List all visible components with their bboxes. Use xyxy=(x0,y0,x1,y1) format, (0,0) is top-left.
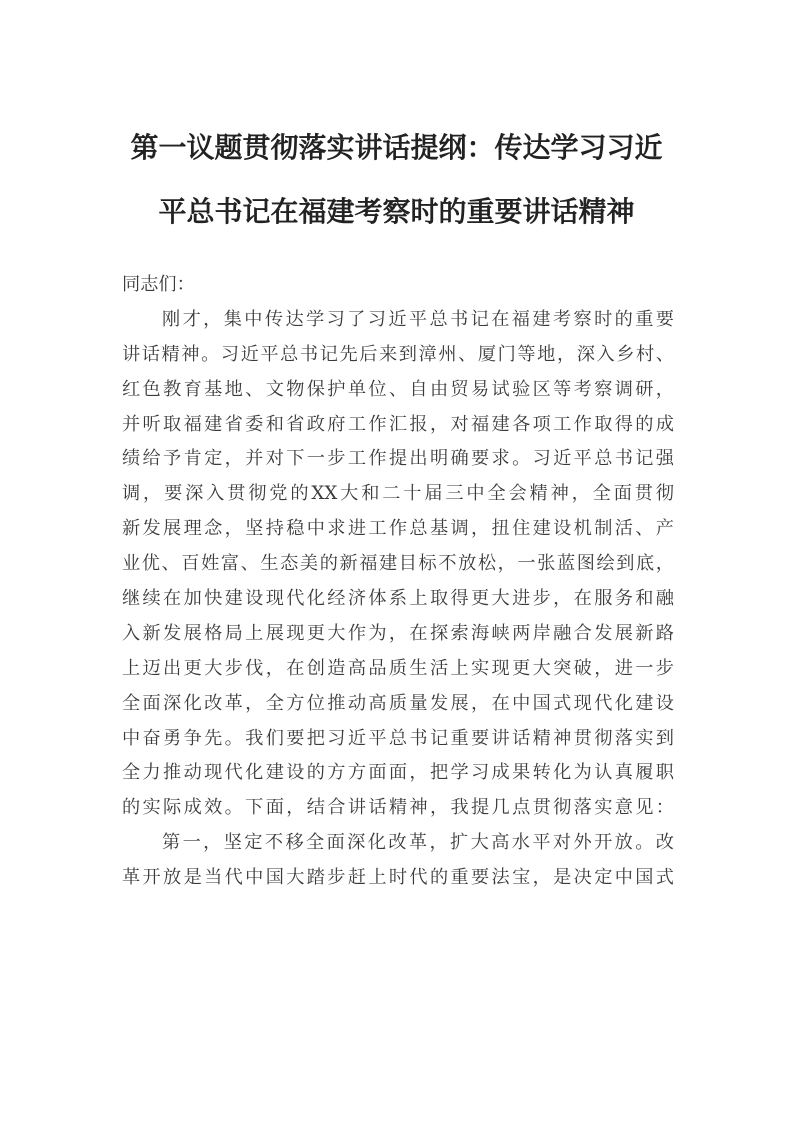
paragraph-line: 新发展理念，坚持稳中求进工作总基调，扭住建设机制活、产 xyxy=(122,518,674,540)
paragraph-line: 革开放是当代中国大踏步赶上时代的重要法宝，是决定中国式 xyxy=(122,867,674,889)
paragraph-1 xyxy=(122,303,674,826)
paragraph-line: 的实际成效。下面，结合讲话精神，我提几点贯彻落实意见： xyxy=(122,797,674,819)
paragraph-line: 中奋勇争先。我们要把习近平总书记重要讲话精神贯彻落实到 xyxy=(122,727,674,749)
paragraph-line: 入新发展格局上展现更大作为，在探索海峡两岸融合发展新路 xyxy=(122,622,674,644)
paragraph-2 xyxy=(122,826,674,896)
paragraph-line: 全面深化改革，全方位推动高质量发展，在中国式现代化建设 xyxy=(122,692,674,714)
paragraph-line: 红色教育基地、文物保护单位、自由贸易试验区等考察调研， xyxy=(122,378,674,400)
paragraph-line: 绩给予肯定，并对下一步工作提出明确要求。习近平总书记强 xyxy=(122,448,674,470)
document-title xyxy=(100,116,693,244)
paragraph-line: 上迈出更大步伐，在创造高品质生活上实现更大突破，进一步 xyxy=(122,657,674,679)
paragraph-line: 全力推动现代化建设的方方面面，把学习成果转化为认真履职 xyxy=(122,762,674,784)
paragraph-line: 刚才，集中传达学习了习近平总书记在福建考察时的重要 xyxy=(162,308,674,330)
title-line-1: 第一议题贯彻落实讲话提纲：传达学习习近 xyxy=(130,131,663,164)
document-body xyxy=(122,268,674,896)
paragraph-line: 讲话精神。习近平总书记先后来到漳州、厦门等地，深入乡村、 xyxy=(122,343,674,365)
paragraph-line: 调，要深入贯彻党的XX大和二十届三中全会精神，全面贯彻 xyxy=(122,483,674,505)
paragraph-line: 业优、百姓富、生态美的新福建目标不放松，一张蓝图绘到底， xyxy=(122,553,674,575)
paragraph-line: 继续在加快建设现代化经济体系上取得更大进步，在服务和融 xyxy=(122,588,674,610)
title-line-2: 平总书记在福建考察时的重要讲话精神 xyxy=(158,195,635,228)
paragraph-line: 第一，坚定不移全面深化改革，扩大高水平对外开放。改 xyxy=(162,832,674,854)
salutation: 同志们： xyxy=(122,274,195,295)
paragraph-line: 并听取福建省委和省政府工作汇报，对福建各项工作取得的成 xyxy=(122,413,674,435)
